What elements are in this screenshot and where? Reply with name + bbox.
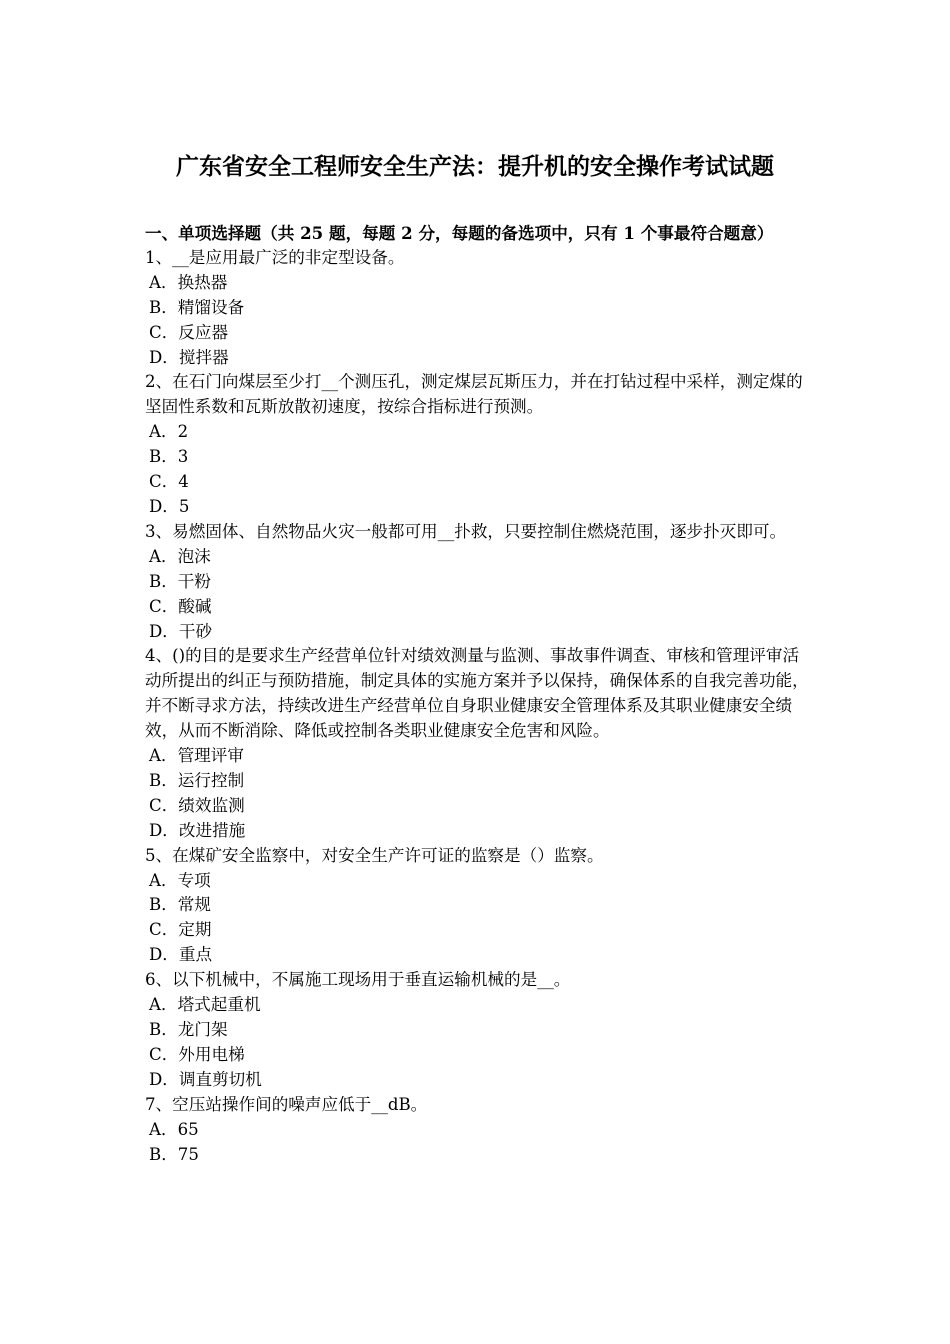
option-a: A．2 <box>149 422 189 442</box>
option-b: B．75 <box>149 1144 199 1164</box>
question-text: 7、空压站操作间的噪声应低于__dB。 <box>145 1094 428 1114</box>
question-6 <box>145 968 810 1093</box>
option-b: B．干粉 <box>149 571 211 591</box>
option-c: C．绩效监测 <box>149 795 245 815</box>
question-3 <box>145 520 810 645</box>
option-a: A．65 <box>149 1119 199 1139</box>
option-c: C．反应器 <box>149 322 229 342</box>
option-c: C．4 <box>149 472 189 492</box>
question-text: 6、以下机械中，不属施工现场用于垂直运输机械的是__。 <box>145 970 571 990</box>
option-d: D．5 <box>149 496 190 516</box>
question-5 <box>145 844 810 969</box>
option-c: C．外用电梯 <box>149 1044 245 1064</box>
option-d: D．调直剪切机 <box>149 1069 262 1089</box>
document-title: 广东省安全工程师安全生产法：提升机的安全操作考试试题 <box>176 153 774 180</box>
option-a: A．塔式起重机 <box>149 995 261 1015</box>
question-4 <box>145 644 810 843</box>
option-b: B．龙门架 <box>149 1020 228 1039</box>
option-d: D．重点 <box>149 945 213 965</box>
question-text: 2、在石门向煤层至少打__个测压孔，测定煤层瓦斯压力，并在打钻过程中采样，测定煤的坚固性系数和瓦斯放散初速度，按综合指标进行预测。 <box>145 372 803 417</box>
option-a: A．换热器 <box>149 272 228 292</box>
option-d: D．搅拌器 <box>149 347 229 367</box>
question-text: 3、易燃固体、自然物品火灾一般都可用__扑救，只要控制住燃烧范围，逐步扑灭即可。 <box>145 521 787 541</box>
option-c: C．酸碱 <box>149 596 212 616</box>
option-a: A．专项 <box>149 870 211 890</box>
option-a: A．管理评审 <box>149 746 244 766</box>
option-b: B．常规 <box>149 895 211 915</box>
option-d: D．干砂 <box>149 621 213 641</box>
option-c: C．定期 <box>149 920 212 940</box>
question-text: 4、()的目的是要求生产经营单位针对绩效测量与监测、事故事件调查、审核和管理评审活动所提出的纠正与预防措施，制定具体的实施方案并予以保持，确保体系的自我完善功能，并不断寻求方法，持续改进生产经营单位自身职业健康安全管理体系及其职业健康安全绩效，从而不断消除、降低或控制各类职业健康安全危害和风险。 <box>145 646 809 741</box>
question-7 <box>145 1093 810 1168</box>
option-a: A．泡沫 <box>149 546 211 566</box>
question-text: 5、在煤矿安全监察中，对安全生产许可证的监察是（）监察。 <box>145 845 604 865</box>
question-text: 1、__是应用最广泛的非定型设备。 <box>145 247 405 267</box>
section-heading: 一、单项选择题（共 25 题，每题 2 分，每题的备选项中，只有 1 个事最符合题意） <box>145 223 774 243</box>
document-body <box>145 221 810 1167</box>
option-b: B．精馏设备 <box>149 297 245 317</box>
option-b: B．运行控制 <box>149 770 245 790</box>
option-b: B．3 <box>149 447 189 467</box>
question-2 <box>145 370 810 519</box>
option-d: D．改进措施 <box>149 820 246 840</box>
question-1 <box>145 246 810 371</box>
